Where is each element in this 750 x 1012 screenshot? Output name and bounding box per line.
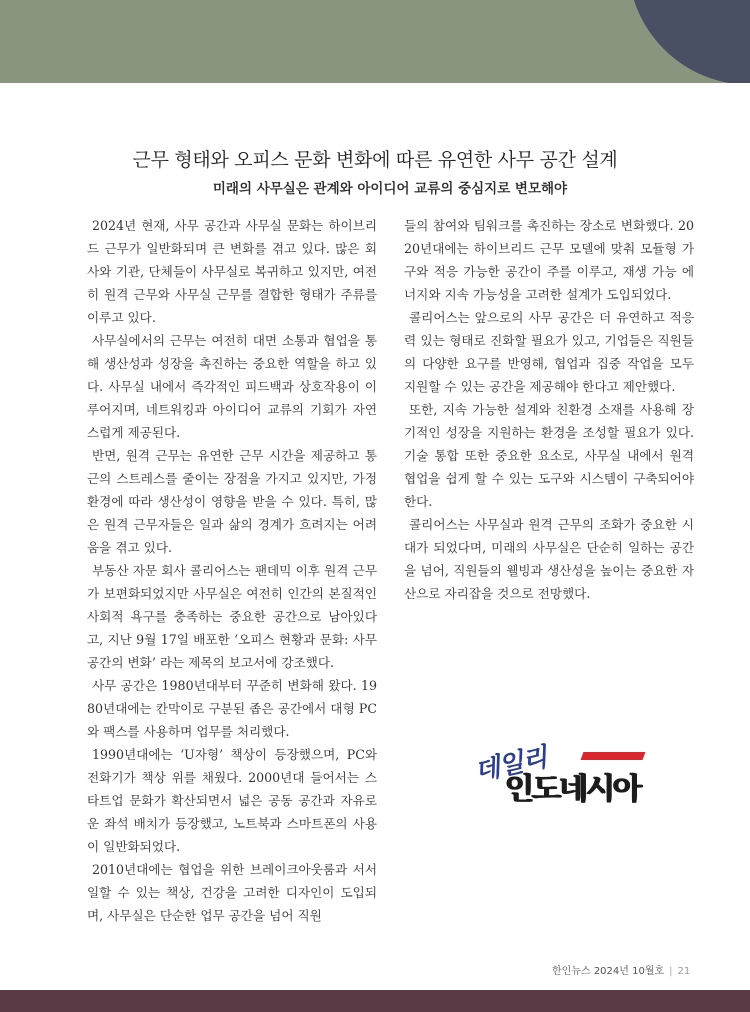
paragraph: 사무 공간은 1980년대부터 꾸준히 변화해 왔다. 1980년대에는 칸막이로 구분된 좁은 공간에서 대형 PC와 팩스를 사용하며 업무를 처리했다. — [87, 678, 377, 739]
logo-red-bar — [581, 752, 646, 760]
footer-separator: | — [669, 966, 673, 977]
daily-indonesia-logo — [474, 744, 664, 814]
paragraph: 콜리어스는 사무실과 원격 근무의 조화가 중요한 시대가 되었다며, 미래의 사무실은 단순히 일하는 공간을 넘어, 직원들의 웰빙과 생산성을 높이는 중요한 자산으로 자리잡을 것으로 전망했다. — [404, 517, 694, 601]
header-band — [0, 0, 750, 83]
decorative-circle — [628, 0, 750, 83]
page-number: 21 — [677, 966, 691, 977]
article-title: 근무 형태와 오피스 문화 변화에 따른 유연한 사무 공간 설계 — [132, 149, 618, 171]
page-footer — [552, 962, 690, 977]
paragraph: 반면, 원격 근무는 유연한 근무 시간을 제공하고 통근의 스트레스를 줄이는 장점을 가지고 있지만, 가정 환경에 따라 생산성이 영향을 받을 수 있다. 특히, 많은 원격 근무자들은 일과 삶의 경계가 흐려지는 어려움을 겪고 있다. — [87, 448, 377, 555]
paragraph: 사무실에서의 근무는 여전히 대면 소통과 협업을 통해 생산성과 성장을 촉진하는 중요한 역할을 하고 있다. 사무실 내에서 즉각적인 피드백과 상호작용이 이루어지며, 네트워킹과 아이디어 교류의 기회가 자연스럽게 제공된다. — [87, 333, 377, 440]
paragraph: 또한, 지속 가능한 설계와 친환경 소재를 사용해 장기적인 성장을 지원하는 환경을 조성할 필요가 있다. 기술 통합 또한 중요한 요소로, 사무실 내에서 원격 협업을 쉽게 할 수 있는 도구와 시스템이 구축되어야 한다. — [404, 402, 694, 509]
logo-main-text: 인도네시아 — [504, 772, 639, 807]
paragraph: 콜리어스는 앞으로의 사무 공간은 더 유연하고 적응력 있는 형태로 진화할 필요가 있고, 기업들은 직원들의 다양한 요구를 반영해, 협업과 집중 작업을 모두 지원할 수 있는 공간을 제공해야 한다고 제안했다. — [404, 310, 694, 394]
paragraph: 2010년대에는 협업을 위한 브레이크아웃룸과 서서 일할 수 있는 책상, 건강을 고려한 디자인이 도입되며, 사무실은 단순한 업무 공간을 넘어 직원 — [87, 862, 377, 923]
logo-script-text: 데일리 — [472, 742, 550, 788]
paragraph: 1990년대에는 ‘U자형’ 책상이 등장했으며, PC와 전화기가 책상 위를 채웠다. 2000년대 들어서는 스타트업 문화가 확산되면서 넓은 공동 공간과 자유로운 좌석 배치가 등장했고, 노트북과 스마트폰의 사용이 일반화되었다. — [87, 747, 377, 854]
footer-band — [0, 990, 750, 1012]
paragraph: 들의 참여와 팀워크를 촉진하는 장소로 변화했다. 2020년대에는 하이브리드 근무 모델에 맞춰 모듈형 가구와 적응 가능한 공간이 주를 이루고, 재생 가능 에너지와 지속 가능성을 고려한 설계가 도입되었다. — [404, 218, 694, 302]
paragraph: 2024년 현재, 사무 공간과 사무실 문화는 하이브리드 근무가 일반화되며 큰 변화를 겪고 있다. 많은 회사와 기관, 단체들이 사무실로 복귀하고 있지만, 여전히 원격 근무와 사무실 근무를 결합한 형태가 주류를 이루고 있다. — [87, 218, 377, 325]
article-subtitle: 미래의 사무실은 관계와 아이디어 교류의 중심지로 변모해야 — [212, 181, 568, 197]
publication-name: 한인뉴스 2024년 10월호 — [552, 966, 665, 977]
article-column-left — [87, 214, 377, 927]
paragraph: 부동산 자문 회사 콜리어스는 팬데믹 이후 원격 근무가 보편화되었지만 사무실은 여전히 인간의 본질적인 사회적 욕구를 충족하는 중요한 공간으로 남아있다고, 지난 9월 17일 배포한 ‘오피스 현황과 문화: 사무공간의 변화’ 라는 제목의 보고서에 강조했다. — [87, 563, 377, 670]
article-column-right — [404, 214, 694, 605]
